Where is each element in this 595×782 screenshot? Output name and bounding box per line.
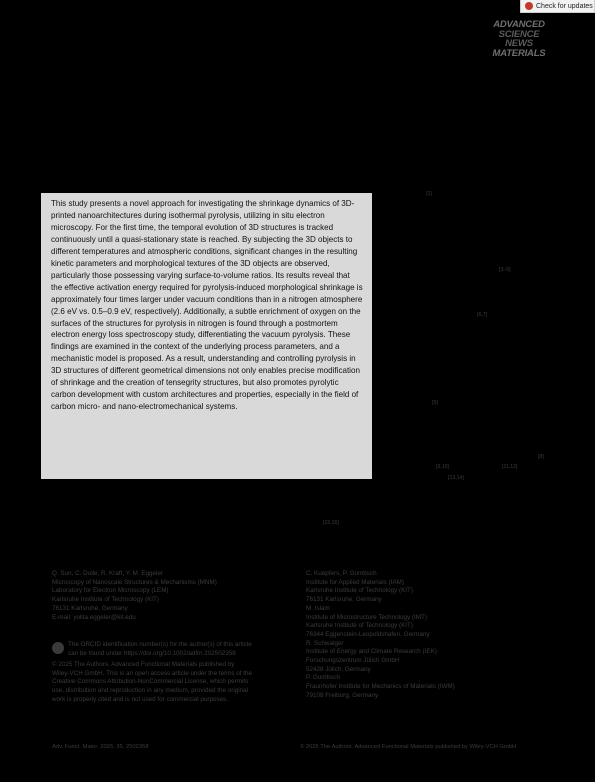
abstract-text: This study presents a novel approach for investigating the shrinkage dynamics of 3D-printed nanoarchitectures during isothermal pyrolysis, utilizing in situ electron microscopy. For the first time, the temporal evolution of 3D structures is tracked continuously until a quasi-stationary state is reached. By subjecting the 3D objects to different temperatures and atmospheric conditions, significant changes in the resulting kinetic parameters and morphological textures of the 3D objects are observed, particularly those possessing varying surface-to-volume ratios. Its results reveal that the effective activation energy required for pyrolysis-induced morphological shrinkage is approximately four times larger under vacuum conditions than in a nitrogen atmosphere (2.6 eV vs. 0.5–0.9 eV, respectively). Additionally, a subtle enrichment of oxygen on the surfaces of the structures for pyrolysis in nitrogen is found through a postmortem electron energy loss spectroscopy study, differentiating the vacuum pyrolysis. These findings are examined in the context of the underlying process parameters, and a mechanistic model is proposed. As a result, understanding and controlling pyrolysis in 3D structures of different geometrical dimensions not only enables precise modification of shrinkage and the creation of tensegrity structures, but also promotes pyrolytic carbon development with custom architectures and properties, especially in the field of carbon micro- and nano-electromechanical systems. bbox=[51, 199, 363, 412]
affiliation-line: 76131 Karlsruhe, Germany bbox=[52, 604, 128, 612]
affiliation-line: Institute of Energy and Climate Research (IEK) bbox=[306, 648, 437, 656]
affiliation-line: C. Kuepfers, P. Gumbsch bbox=[306, 570, 377, 577]
footer-citation: Adv. Funct. Mater. 2025, 35, 2502358 bbox=[52, 744, 149, 750]
license-line: © 2025 The Authors. Advanced Functional Materials published by bbox=[52, 661, 235, 668]
citation: [13,14] bbox=[448, 475, 464, 481]
license-line: Creative Commons Attribution-NonCommercial License, which permits bbox=[52, 678, 249, 686]
footer-copyright: © 2025 The Authors. Advanced Functional Materials published by Wiley-VCH GmbH bbox=[300, 744, 517, 750]
citation: [1] bbox=[426, 191, 432, 197]
license-line: use, distribution and reproduction in any medium, provided the original bbox=[52, 687, 249, 695]
affiliation-line: 76344 Eggenstein-Leopoldshafen, Germany bbox=[306, 630, 430, 638]
affiliation-line: P. Gumbsch bbox=[306, 674, 340, 682]
affiliation-line: Karlsruhe Institute of Technology (KIT) bbox=[306, 587, 413, 595]
author-email: E-mail: yolita.eggeler@kit.edu bbox=[52, 613, 136, 621]
affiliation-line: Fraunhofer Institute for Mechanics of Materials (IWM) bbox=[306, 683, 455, 691]
affiliation-right bbox=[306, 570, 455, 701]
affiliation-line: Q. Sun, C. Dolle, R. Kraft, Y. M. Eggeler bbox=[52, 570, 164, 577]
affiliation-line: 76131 Karlsruhe, Germany bbox=[306, 596, 382, 604]
citation: [15,16] bbox=[323, 520, 339, 526]
citation: [9,10] bbox=[436, 464, 449, 470]
affiliation-line: Karlsruhe Institute of Technology (KIT) bbox=[52, 596, 159, 604]
citation: [6,7] bbox=[477, 312, 488, 318]
license-line: Wiley-VCH GmbH. This is an open access article under the terms of the bbox=[52, 669, 253, 677]
affiliation-line: R. Schwaiger bbox=[306, 639, 344, 647]
citation: [9] bbox=[432, 400, 438, 406]
orcid-note bbox=[68, 641, 252, 658]
logo-line-3: MATERIALS bbox=[492, 47, 546, 59]
license-line: work is properly cited and is not used for commercial purposes. bbox=[52, 695, 229, 703]
orcid-icon bbox=[52, 642, 64, 654]
abstract-box bbox=[41, 193, 372, 479]
citation: [8] bbox=[538, 454, 544, 460]
check-for-updates-label: Check for updates bbox=[536, 2, 593, 10]
affiliation-line: M. Islam bbox=[306, 604, 330, 612]
affiliation-line: Institute of Microstructure Technology (IMT) bbox=[306, 613, 427, 621]
affiliation-line: Institute for Applied Materials (IAM) bbox=[306, 578, 404, 586]
logo-line-1: ADVANCED bbox=[493, 19, 545, 30]
affiliation-line: Forschungszentrum Jülich GmbH bbox=[306, 657, 400, 665]
affiliation-line: 79108 Freiburg, Germany bbox=[306, 691, 379, 699]
orcid-line: can be found under https://doi.org/10.1002/adfm.202502358 bbox=[68, 649, 236, 657]
check-for-updates-button[interactable] bbox=[520, 0, 595, 13]
crossmark-icon bbox=[525, 2, 533, 10]
journal-logo bbox=[484, 20, 554, 58]
affiliation-line: Microscopy of Nanoscale Structures & Mechanisms (MNM) bbox=[52, 578, 217, 586]
citation: [3–5] bbox=[499, 267, 511, 273]
affiliation-left bbox=[52, 570, 217, 622]
orcid-line: The ORCID identification number(s) for the author(s) of this article bbox=[68, 641, 252, 648]
license-note bbox=[52, 661, 252, 705]
affiliation-line: 52428 Jülich, Germany bbox=[306, 665, 371, 673]
affiliation-line: Laboratory for Electron Microscopy (LEM) bbox=[52, 587, 169, 595]
affiliation-line: Karlsruhe Institute of Technology (KIT) bbox=[306, 622, 413, 630]
logo-line-2: SCIENCE NEWS bbox=[498, 28, 540, 49]
citation: [11,12] bbox=[502, 464, 518, 470]
